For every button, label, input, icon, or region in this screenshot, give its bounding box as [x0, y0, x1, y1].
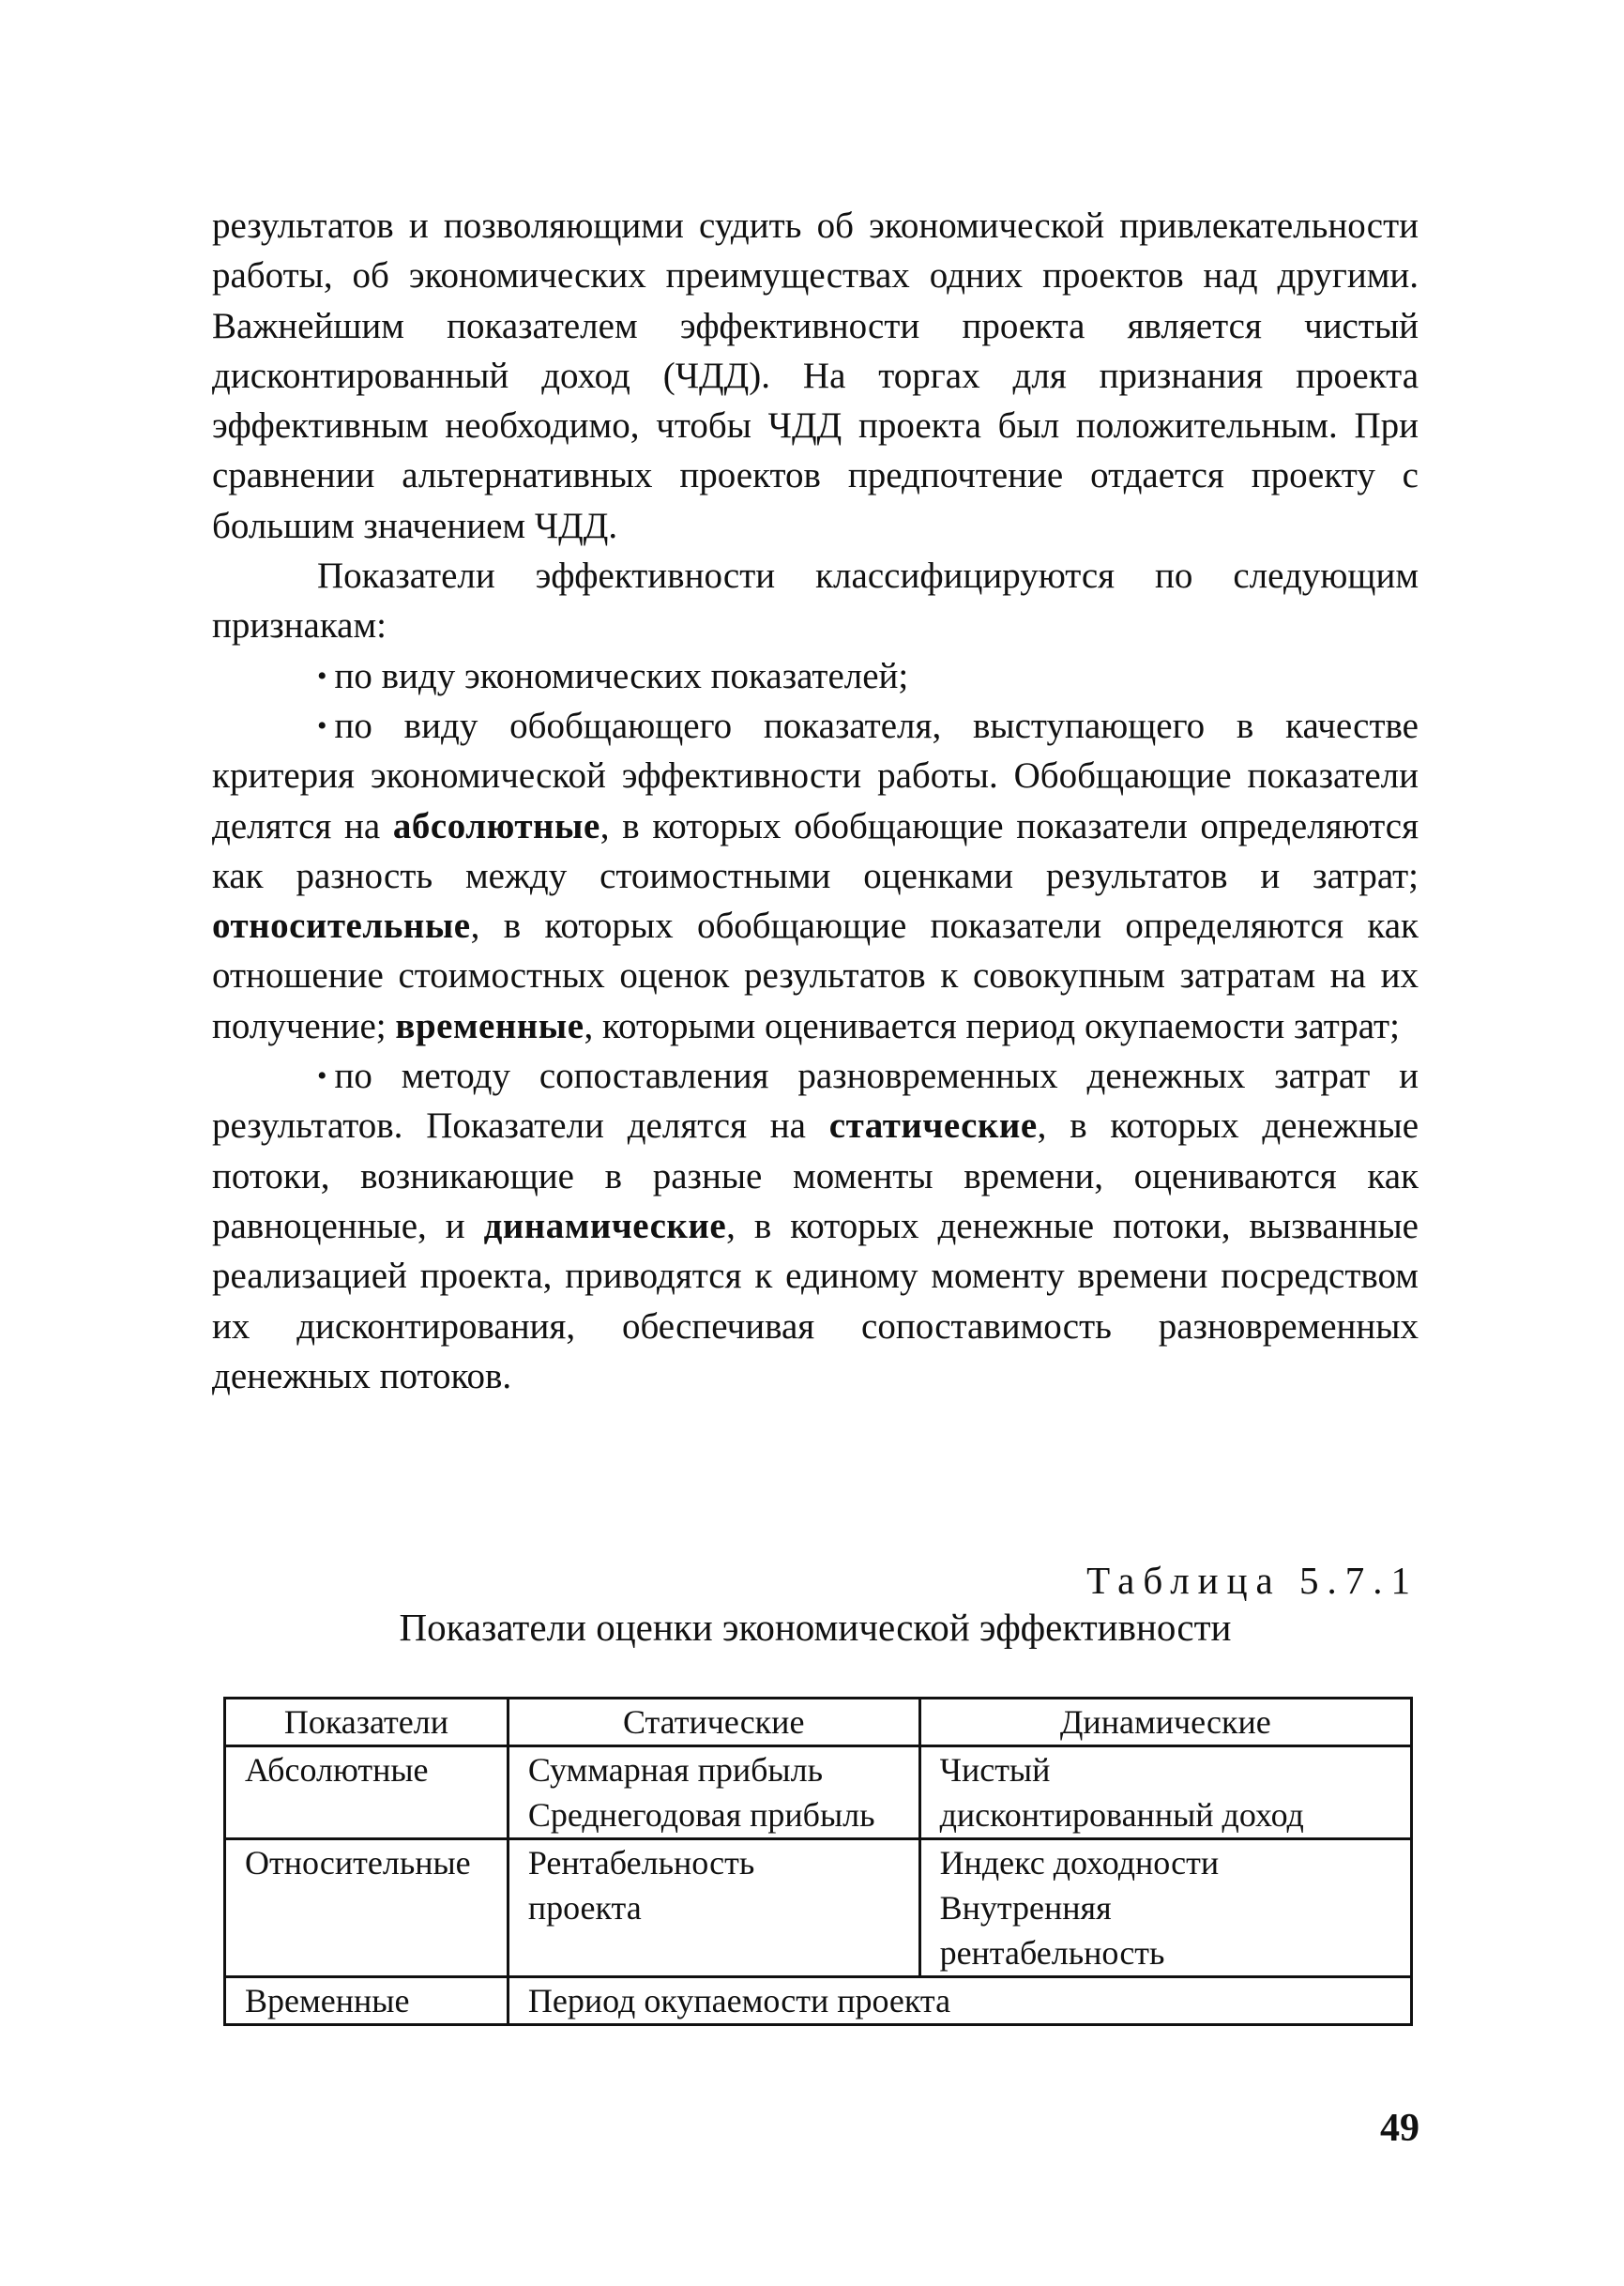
table-cell-label: Относительные: [225, 1839, 508, 1977]
bullet-item-text: , в которых обобщающие показатели определяются как разность между стоимостными оценками результатов и затрат;: [212, 805, 1419, 896]
term-static: статические: [828, 1105, 1038, 1147]
table-cell-dynamic: [919, 1746, 1411, 1839]
bullet-item-text: , в которых денежные потоки, возникающие в разные моменты времени, оцениваются как равноценные, и: [212, 1105, 1419, 1246]
term-dynamic: динамические: [483, 1205, 727, 1246]
table-row-temporal: [225, 1977, 1412, 2025]
table-header-static: Статические: [508, 1699, 919, 1746]
bullet-item-generalizing-indicator: [212, 701, 1419, 1051]
table-header-indicators: Показатели: [225, 1699, 508, 1746]
cell-line: проекта: [527, 1889, 642, 1927]
table-row-absolute: [225, 1746, 1412, 1839]
bullet-marker-icon: •: [317, 1060, 327, 1092]
cell-line: Среднегодовая прибыль: [527, 1796, 875, 1834]
indicators-table: [223, 1697, 1413, 2026]
bullet-marker-icon: •: [317, 660, 327, 692]
bullet-item-comparison-method: [212, 1051, 1419, 1401]
table-header-dynamic: Динамические: [919, 1699, 1411, 1746]
cell-line: рентабельность: [939, 1934, 1165, 1972]
table-cell-static: [508, 1839, 919, 1977]
table-title: Показатели оценки экономической эффективности: [399, 1606, 1232, 1649]
page-body-text: [212, 201, 1419, 1401]
term-relative: относительные: [212, 906, 471, 947]
page-number: 49: [1380, 2107, 1419, 2150]
bullet-item-text: по виду экономических показателей;: [334, 655, 909, 696]
bullet-item-text: , в которых денежные потоки, вызванные реализацией проекта, приводятся к единому моменту времени посредством их дисконтирования, обеспечивая сопоставимость разновременных денежных потоков.: [212, 1205, 1419, 1396]
table-cell-label: Временные: [225, 1977, 508, 2025]
table-row-relative: [225, 1839, 1412, 1977]
bullet-item-lead: по методу сопоставления разновременных денежных затрат и результатов. Показатели делятся на: [212, 1056, 1419, 1147]
cell-line: Рентабельность: [527, 1844, 755, 1882]
paragraph-classification-intro: Показатели эффективности классифицируются по следующим признакам:: [212, 556, 1419, 647]
table-cell-static: [508, 1746, 919, 1839]
cell-line: Внутренняя: [939, 1889, 1112, 1927]
table-cell-merged: Период окупаемости проекта: [508, 1977, 1411, 2025]
bullet-item-text: , в которых обобщающие показатели определяются как отношение стоимостных оценок результатов к совокупным затратам на их получение;: [212, 906, 1419, 1046]
term-temporal: временные: [395, 1005, 584, 1046]
cell-line: Чистый: [939, 1751, 1051, 1789]
table-header-row: [225, 1699, 1412, 1746]
term-absolute: абсолютные: [392, 805, 600, 846]
table-number: Таблица 5.7.1: [1086, 1559, 1419, 1602]
bullet-item-text: , которыми оценивается период окупаемости затрат;: [584, 1005, 1400, 1046]
cell-line: дисконтированный доход: [939, 1796, 1304, 1834]
bullet-marker-icon: •: [317, 709, 327, 741]
bullet-item-economic-indicators: [212, 651, 1419, 701]
table-cell-dynamic: [919, 1839, 1411, 1977]
bullet-item-lead: по виду обобщающего показателя, выступающего в качестве критерия экономической эффективности работы. Обобщающие показатели делятся на: [212, 705, 1419, 846]
paragraph-continuation: результатов и позволяющими судить об экономической привлекательности работы, об экономических преимуществах одних проектов над другими. Важнейшим показателем эффективности проекта является чистый дисконтированный доход (ЧДД). На торгах для признания проекта эффективным необходимо, чтобы ЧДД проекта был положительным. При сравнении альтернативных проектов предпочтение отдается проекту с большим значением ЧДД.: [212, 206, 1419, 546]
cell-line: Индекс доходности: [939, 1844, 1220, 1882]
table-cell-label: Абсолютные: [225, 1746, 508, 1839]
cell-line: Суммарная прибыль: [527, 1751, 823, 1789]
